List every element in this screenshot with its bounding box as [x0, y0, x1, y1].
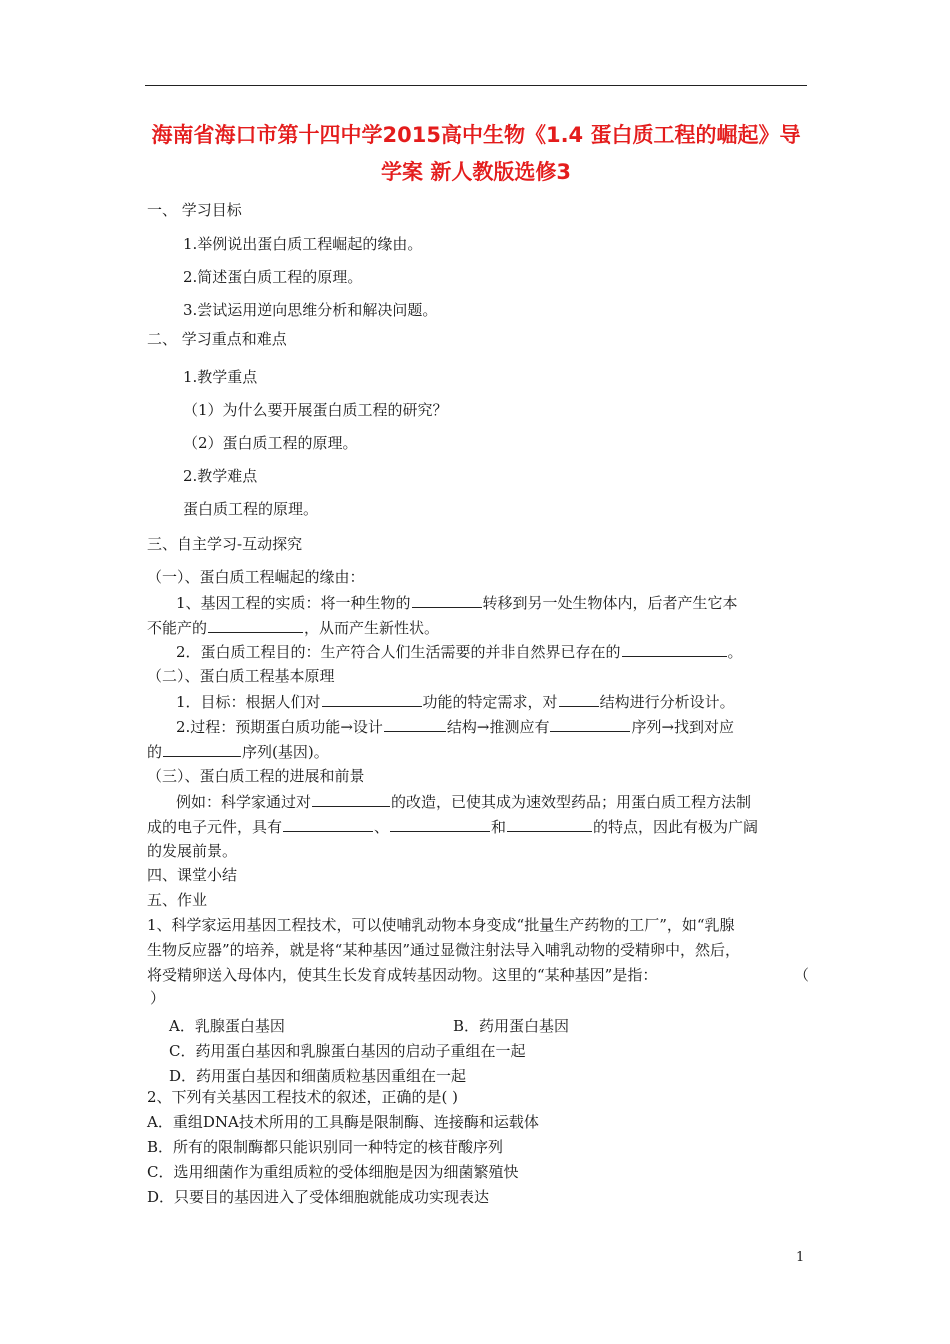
paragraph-line: 2．蛋白质工程目的：生产符合人们生活需要的并非自然界已存在的 。: [176, 643, 743, 661]
answer-paren-close: ）: [150, 989, 166, 1007]
section-heading-study: 三、自主学习-互动探究: [147, 535, 303, 553]
subsection-progress: （三）、蛋白质工程的进展和前景: [147, 767, 365, 785]
fill-blank[interactable]: [559, 691, 599, 707]
option-c[interactable]: C．选用细菌作为重组质粒的受体细胞是因为细菌繁殖快: [147, 1163, 519, 1181]
page-number: 1: [796, 1250, 805, 1265]
header-rule: [145, 85, 807, 86]
question-2-stem: 2、下列有关基因工程技术的叙述，正确的是( ): [147, 1088, 459, 1106]
paragraph-line: 的发展前景。: [147, 842, 238, 860]
paragraph-line: 2.过程：预期蛋白质功能→设计 结构→推测应有 序列→找到对应: [176, 718, 735, 736]
subsection-principle: （二）、蛋白质工程基本原理: [147, 667, 335, 685]
section-heading-summary: 四、课堂小结: [147, 866, 238, 884]
goal-item: 2.简述蛋白质工程的原理。: [183, 268, 363, 286]
focus-item: （1）为什么要开展蛋白质工程的研究？: [183, 401, 448, 419]
difficulty-title: 2.教学难点: [183, 467, 258, 485]
paragraph-line: 1．目标：根据人们对 功能的特定需求，对 结构进行分析设计。: [176, 693, 735, 711]
fill-blank[interactable]: [208, 617, 303, 633]
goal-item: 1.举例说出蛋白质工程崛起的缘由。: [183, 235, 423, 253]
question-1-stem: 1、科学家运用基因工程技术，可以使哺乳动物本身变成“批量生产药物的工厂”，如“乳腺: [147, 916, 735, 934]
paragraph-line: 例如：科学家通过对 的改造，已使其成为速效型药品；用蛋白质工程方法制: [176, 793, 752, 811]
paragraph-line: 的 序列(基因)。: [147, 743, 329, 761]
option-c[interactable]: C．药用蛋白基因和乳腺蛋白基因的启动子重组在一起: [169, 1042, 526, 1060]
section-heading-focus: 二、 学习重点和难点: [147, 330, 287, 348]
paragraph-line: 1、基因工程的实质：将一种生物的 转移到另一处生物体内，后者产生它本: [176, 594, 738, 612]
paragraph-line: 不能产的 ，从而产生新性状。: [147, 619, 440, 637]
fill-blank[interactable]: [412, 592, 482, 608]
fill-blank[interactable]: [163, 741, 241, 757]
goal-item: 3.尝试运用逆向思维分析和解决问题。: [183, 301, 438, 319]
question-1-stem: 生物反应器”的培养，就是将“某种基因”通过显微注射法导入哺乳动物的受精卵中，然后，: [147, 941, 741, 959]
doc-title-line1: 海南省海口市第十四中学2015高中生物《1.4 蛋白质工程的崛起》导: [151, 123, 801, 147]
difficulty-text: 蛋白质工程的原理。: [183, 500, 319, 518]
option-a[interactable]: A．乳腺蛋白基因: [169, 1017, 285, 1035]
fill-blank[interactable]: [550, 716, 630, 732]
doc-title-line2: 学案 新人教版选修3: [381, 160, 571, 184]
fill-blank[interactable]: [322, 691, 422, 707]
answer-paren-open: （: [794, 966, 810, 984]
fill-blank[interactable]: [312, 791, 390, 807]
option-b[interactable]: B．所有的限制酶都只能识别同一种特定的核苷酸序列: [147, 1138, 504, 1156]
fill-blank[interactable]: [283, 816, 373, 832]
question-1-stem: 将受精卵送入母体内，使其生长发育成转基因动物。这里的“某种基因”是指：: [147, 966, 658, 984]
section-heading-goals: 一、 学习目标: [147, 201, 242, 219]
focus-item: （2）蛋白质工程的原理。: [183, 434, 358, 452]
fill-blank[interactable]: [384, 716, 446, 732]
fill-blank[interactable]: [507, 816, 592, 832]
section-heading-homework: 五、作业: [147, 891, 208, 909]
option-b[interactable]: B．药用蛋白基因: [453, 1017, 570, 1035]
fill-blank[interactable]: [390, 816, 490, 832]
paragraph-line: 成的电子元件，具有 、 和 的特点，因此有极为广阔: [147, 818, 759, 836]
option-d[interactable]: D．药用蛋白基因和细菌质粒基因重组在一起: [169, 1067, 467, 1085]
subsection-origin: （一）、蛋白质工程崛起的缘由：: [147, 568, 365, 586]
option-d[interactable]: D．只要目的基因进入了受体细胞就能成功实现表达: [147, 1188, 490, 1206]
fill-blank[interactable]: [622, 641, 727, 657]
option-a[interactable]: A．重组DNA技术所用的工具酶是限制酶、连接酶和运载体: [147, 1113, 539, 1131]
focus-title: 1.教学重点: [183, 368, 258, 386]
